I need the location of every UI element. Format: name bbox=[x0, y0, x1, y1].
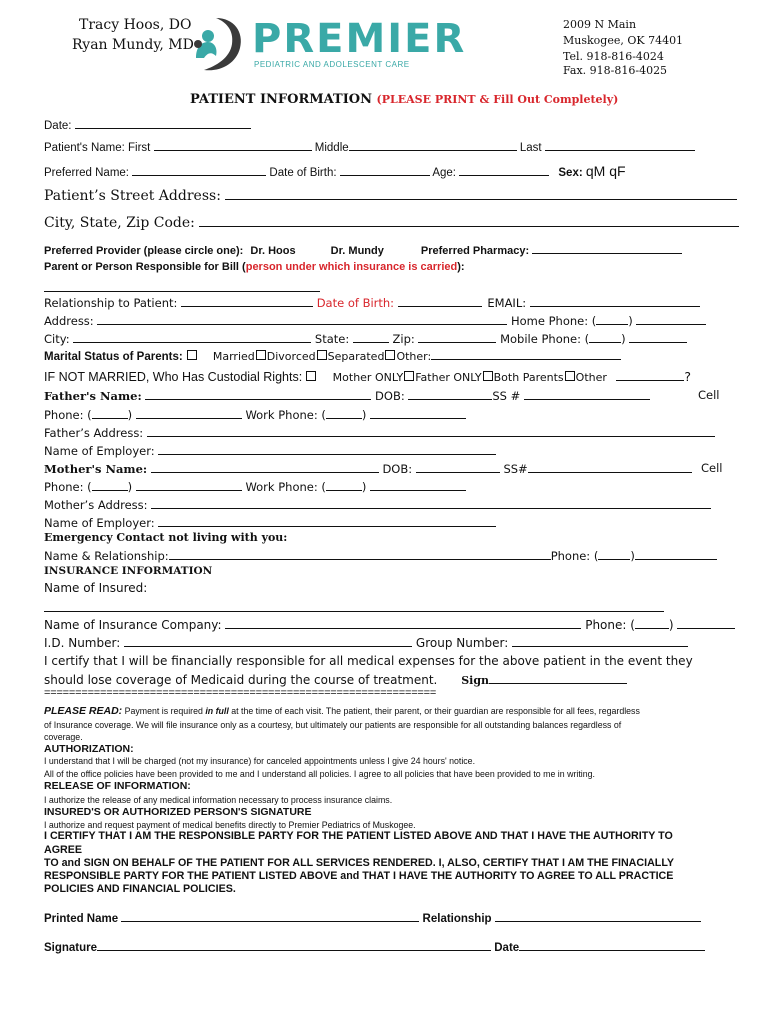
marital-checkbox[interactable] bbox=[187, 350, 197, 360]
provider-label: Preferred Provider (please circle one): bbox=[44, 245, 244, 257]
brand-subtitle: PEDIATRIC AND ADOLESCENT CARE bbox=[254, 60, 410, 69]
relationship-label: Relationship to Patient: bbox=[44, 296, 178, 310]
father-work-phone-input[interactable] bbox=[370, 407, 466, 419]
authorization-1: I understand that I will be charged (not my insurance) for canceled appointments unless I give 24 hours' notice. bbox=[44, 756, 476, 766]
relationship-sign-input[interactable] bbox=[495, 910, 701, 922]
release-1: I authorize the release of any medical information necessary to process insurance claims. bbox=[44, 795, 393, 805]
mobile-phone-paren: ) bbox=[621, 332, 626, 346]
preferred-name-input[interactable] bbox=[132, 164, 266, 176]
responsible-close: ): bbox=[457, 261, 465, 273]
mother-employer-row bbox=[44, 515, 496, 530]
father-employer-row bbox=[44, 443, 496, 458]
insurance-phone-paren: ) bbox=[668, 618, 674, 632]
father-phone-row bbox=[44, 407, 466, 422]
responsible-city-label: City: bbox=[44, 332, 70, 346]
insurance-company-row bbox=[44, 617, 735, 632]
father-cell-label: Cell bbox=[698, 388, 720, 402]
certify-line-3: TO and SIGN ON BEHALF OF THE PATIENT FOR ALL SERVICES RENDERED. I, ALSO, CERTIFY THAT I AM THE FINACIALLY bbox=[44, 857, 674, 869]
please-read-label: PLEASE READ: bbox=[44, 705, 123, 717]
insurance-certify-2: should lose coverage of Medicaid during the course of treatment. bbox=[44, 673, 438, 687]
id-number-label: I.D. Number: bbox=[44, 636, 121, 650]
divorced-checkbox[interactable] bbox=[256, 350, 266, 360]
please-read-2: of Insurance coverage. We will file insurance only as a courtesy, but ultimately our patients are responsible for all outstanding balances regardless of bbox=[44, 720, 622, 730]
mother-ss-input[interactable] bbox=[528, 461, 692, 473]
sex-options[interactable]: qM qF bbox=[585, 163, 626, 179]
last-name-input[interactable] bbox=[545, 139, 695, 151]
custody-qmark: ? bbox=[684, 369, 692, 384]
father-name-input[interactable] bbox=[145, 388, 371, 400]
marital-row bbox=[44, 348, 621, 363]
marital-divorced: Divorced bbox=[266, 350, 316, 363]
mother-dob-label: DOB: bbox=[382, 462, 413, 476]
mother-ss-label: SS# bbox=[503, 462, 528, 476]
signature-row bbox=[44, 939, 705, 954]
group-number-input[interactable] bbox=[512, 635, 688, 647]
email-label: EMAIL: bbox=[487, 296, 527, 310]
responsible-city-input[interactable] bbox=[73, 331, 311, 343]
responsible-city-row bbox=[44, 331, 687, 346]
mother-employer-input[interactable] bbox=[158, 515, 496, 527]
doctor-name-2: Ryan Mundy, MD bbox=[72, 37, 194, 53]
preferred-name-label: Preferred Name: bbox=[44, 167, 130, 179]
responsible-label: Parent or Person Responsible for Bill ( bbox=[44, 261, 246, 273]
custody-other-input[interactable] bbox=[616, 369, 684, 381]
patient-name-row bbox=[44, 139, 695, 154]
age-label: Age: bbox=[432, 167, 456, 179]
age-input[interactable] bbox=[459, 164, 549, 176]
last-name-label: Last bbox=[519, 142, 542, 154]
other-checkbox[interactable] bbox=[385, 350, 395, 360]
mother-work-phone-input[interactable] bbox=[370, 479, 466, 491]
home-phone-input[interactable] bbox=[636, 313, 706, 325]
printed-name-input[interactable] bbox=[121, 910, 419, 922]
separated-checkbox[interactable] bbox=[317, 350, 327, 360]
mobile-phone-label: Mobile Phone: ( bbox=[500, 332, 590, 346]
please-read-1c: at the time of each visit. The patient, their parent, or their guardian are responsible for all fees, regardless bbox=[228, 706, 640, 716]
father-ss-input[interactable] bbox=[524, 388, 650, 400]
responsible-dob-input[interactable] bbox=[398, 295, 482, 307]
marital-separated: Separated bbox=[327, 350, 385, 363]
form-title-note: (PLEASE PRINT & Fill Out Completely) bbox=[376, 93, 619, 106]
zip-label: Zip: bbox=[392, 332, 415, 346]
responsible-note: person under which insurance is carried bbox=[245, 261, 458, 273]
signature-input[interactable] bbox=[97, 939, 491, 951]
provider-option-mundy[interactable]: Dr. Mundy bbox=[330, 245, 384, 257]
mother-name-label: Mother's Name: bbox=[44, 462, 148, 476]
custody-father-checkbox[interactable] bbox=[404, 371, 414, 381]
home-phone-paren: ) bbox=[628, 314, 633, 328]
signature-date-label: Date bbox=[494, 942, 520, 954]
marital-other: Other: bbox=[396, 350, 432, 363]
father-address-input[interactable] bbox=[147, 425, 715, 437]
relationship-row bbox=[44, 295, 700, 310]
city-row bbox=[44, 215, 739, 231]
insurance-phone-label: Phone: ( bbox=[585, 618, 635, 632]
father-phone-input[interactable] bbox=[136, 407, 242, 419]
custody-label: IF NOT MARRIED, Who Has Custodial Rights: bbox=[44, 370, 303, 384]
insurance-certify-row bbox=[44, 672, 627, 687]
signature-label: Signature bbox=[44, 942, 98, 954]
please-read-1b: in full bbox=[205, 706, 229, 716]
address-line-2: Muskogee, OK 74401 bbox=[563, 34, 684, 47]
emergency-phone-input[interactable] bbox=[635, 548, 717, 560]
father-dob-label: DOB: bbox=[375, 389, 405, 403]
street-address-row bbox=[44, 188, 737, 204]
responsible-address-input[interactable] bbox=[97, 313, 507, 325]
custody-other-checkbox[interactable] bbox=[565, 371, 575, 381]
father-name-row bbox=[44, 388, 650, 403]
address-line-1: 2009 N Main bbox=[563, 18, 637, 31]
mother-cell-label: Cell bbox=[701, 461, 723, 475]
please-read-1a: Payment is required bbox=[124, 706, 206, 716]
father-work-phone-paren: ) bbox=[361, 408, 367, 422]
mother-address-row bbox=[44, 497, 711, 512]
custody-other: Other bbox=[575, 371, 607, 384]
address-fax: Fax. 918-816-4025 bbox=[563, 64, 668, 77]
relationship-sign-label: Relationship bbox=[422, 913, 492, 925]
sex-label: Sex: bbox=[558, 167, 583, 179]
certify-line-5: POLICIES AND FINANCIAL POLICIES. bbox=[44, 883, 236, 895]
custody-both-checkbox[interactable] bbox=[483, 371, 493, 381]
first-name-label: Patient's Name: First bbox=[44, 142, 151, 154]
marital-married: Married bbox=[212, 350, 255, 363]
release-title: RELEASE OF INFORMATION: bbox=[44, 780, 191, 792]
brand-name: PREMIER bbox=[252, 16, 467, 62]
form-title bbox=[190, 92, 618, 107]
pharmacy-input[interactable] bbox=[532, 242, 682, 254]
responsible-name-line[interactable] bbox=[44, 280, 320, 292]
authorization-title: AUTHORIZATION: bbox=[44, 743, 134, 755]
insurance-company-label: Name of Insurance Company: bbox=[44, 618, 222, 632]
mother-address-label: Mother’s Address: bbox=[44, 498, 148, 512]
please-read-3: coverage. bbox=[44, 732, 83, 742]
mother-name-input[interactable] bbox=[151, 461, 379, 473]
insurance-sign-input[interactable] bbox=[489, 672, 627, 684]
certify-line-2: AGREE bbox=[44, 844, 83, 856]
premier-logo-icon bbox=[186, 14, 248, 76]
father-phone-paren: ) bbox=[127, 408, 133, 422]
custody-mother: Mother ONLY bbox=[332, 371, 404, 384]
dob-label: Date of Birth: bbox=[269, 167, 337, 179]
id-number-input[interactable] bbox=[124, 635, 412, 647]
father-dob-input[interactable] bbox=[408, 388, 492, 400]
emergency-phone-paren: ) bbox=[630, 549, 635, 563]
father-employer-label: Name of Employer: bbox=[44, 444, 155, 458]
father-work-phone-label: Work Phone: ( bbox=[245, 408, 326, 422]
state-input[interactable] bbox=[353, 331, 389, 343]
custody-checkbox[interactable] bbox=[306, 371, 316, 381]
dob-input[interactable] bbox=[340, 164, 430, 176]
father-ss-label: SS # bbox=[492, 389, 521, 403]
insured-signature-title: INSURED'S OR AUTHORIZED PERSON'S SIGNATURE bbox=[44, 806, 312, 818]
authorization-2: All of the office policies have been provided to me and I understand all policies. I agree to all policies that have been provided to me in writing. bbox=[44, 769, 595, 779]
father-employer-input[interactable] bbox=[158, 443, 496, 455]
certify-line-1: I CERTIFY THAT I AM THE RESPONSIBLE PARTY FOR THE PATIENT LISTED ABOVE AND THAT I HAVE THE AUTHORITY TO bbox=[44, 830, 673, 842]
father-phone-label: Phone: ( bbox=[44, 408, 92, 422]
father-address-row bbox=[44, 425, 715, 440]
certify-line-4: RESPONSIBLE PARTY FOR THE PATIENT LISTED ABOVE and THAT I HAVE THE AUTHORITY TO AGREE TO ALL PRACTICE bbox=[44, 870, 674, 882]
relationship-input[interactable] bbox=[181, 295, 313, 307]
street-address-label: Patient’s Street Address: bbox=[44, 188, 221, 204]
insurance-title: INSURANCE INFORMATION bbox=[44, 565, 213, 577]
email-input[interactable] bbox=[530, 295, 700, 307]
group-number-label: Group Number: bbox=[415, 636, 509, 650]
provider-row bbox=[44, 242, 682, 257]
custody-row bbox=[44, 369, 691, 384]
mother-phone-paren: ) bbox=[127, 480, 133, 494]
emergency-phone-label: Phone: ( bbox=[550, 549, 599, 563]
home-phone-label: Home Phone: ( bbox=[511, 314, 597, 328]
mobile-phone-input[interactable] bbox=[629, 331, 687, 343]
father-name-label: Father's Name: bbox=[44, 389, 142, 403]
zip-input[interactable] bbox=[418, 331, 496, 343]
provider-option-hoos[interactable]: Dr. Hoos bbox=[250, 245, 296, 257]
emergency-row bbox=[44, 548, 717, 563]
emergency-name-label: Name & Relationship: bbox=[44, 549, 169, 563]
insurance-phone-input[interactable] bbox=[677, 617, 735, 629]
responsible-row bbox=[44, 261, 465, 273]
custody-both: Both Parents bbox=[493, 371, 564, 384]
insurance-id-row bbox=[44, 635, 688, 650]
form-title-main: PATIENT INFORMATION bbox=[190, 92, 372, 107]
insured-signature-1: I authorize and request payment of medical benefits directly to Premier Pediatrics of Muskogee. bbox=[44, 820, 416, 830]
mother-work-phone-label: Work Phone: ( bbox=[245, 480, 326, 494]
mother-dob-input[interactable] bbox=[416, 461, 500, 473]
marital-label: Marital Status of Parents: bbox=[44, 351, 183, 363]
insured-input[interactable] bbox=[44, 600, 664, 612]
responsible-dob-label: Date of Birth: bbox=[316, 296, 395, 310]
street-address-input[interactable] bbox=[225, 188, 737, 200]
please-read-paragraph bbox=[44, 705, 640, 717]
emergency-name-input[interactable] bbox=[169, 548, 551, 560]
doctor-name-1: Tracy Hoos, DO bbox=[79, 17, 192, 33]
middle-name-input[interactable] bbox=[349, 139, 517, 151]
date-label: Date: bbox=[44, 120, 72, 132]
signature-date-input[interactable] bbox=[519, 939, 705, 951]
insurance-sign-label: Sign bbox=[461, 674, 490, 687]
address-tel: Tel. 918-816-4024 bbox=[563, 50, 664, 63]
mother-phone-label: Phone: ( bbox=[44, 480, 92, 494]
mother-name-row bbox=[44, 461, 692, 476]
responsible-address-row bbox=[44, 313, 706, 328]
pharmacy-label: Preferred Pharmacy: bbox=[420, 245, 530, 257]
city-input[interactable] bbox=[199, 215, 739, 227]
middle-name-label: Middle bbox=[314, 142, 349, 154]
state-label: State: bbox=[314, 332, 350, 346]
emergency-title: Emergency Contact not living with you: bbox=[44, 531, 288, 544]
divider: =============================================================== bbox=[44, 687, 437, 699]
insurance-company-input[interactable] bbox=[225, 617, 581, 629]
printed-name-label: Printed Name bbox=[44, 913, 119, 925]
mother-work-phone-paren: ) bbox=[361, 480, 367, 494]
insurance-certify-1: I certify that I will be financially responsible for all medical expenses for the above patient in the event they bbox=[44, 654, 693, 668]
city-label: City, State, Zip Code: bbox=[44, 215, 195, 231]
insured-label: Name of Insured: bbox=[44, 581, 148, 595]
responsible-address-label: Address: bbox=[44, 314, 94, 328]
mother-address-input[interactable] bbox=[151, 497, 711, 509]
printed-name-row bbox=[44, 910, 701, 925]
preferred-name-row bbox=[44, 163, 626, 179]
custody-father: Father ONLY bbox=[415, 371, 482, 384]
date-field[interactable] bbox=[44, 117, 251, 132]
marital-other-input[interactable] bbox=[431, 348, 621, 360]
mother-employer-label: Name of Employer: bbox=[44, 516, 155, 530]
mother-phone-input[interactable] bbox=[136, 479, 242, 491]
first-name-input[interactable] bbox=[154, 139, 312, 151]
mother-phone-row bbox=[44, 479, 466, 494]
father-address-label: Father’s Address: bbox=[44, 426, 144, 440]
